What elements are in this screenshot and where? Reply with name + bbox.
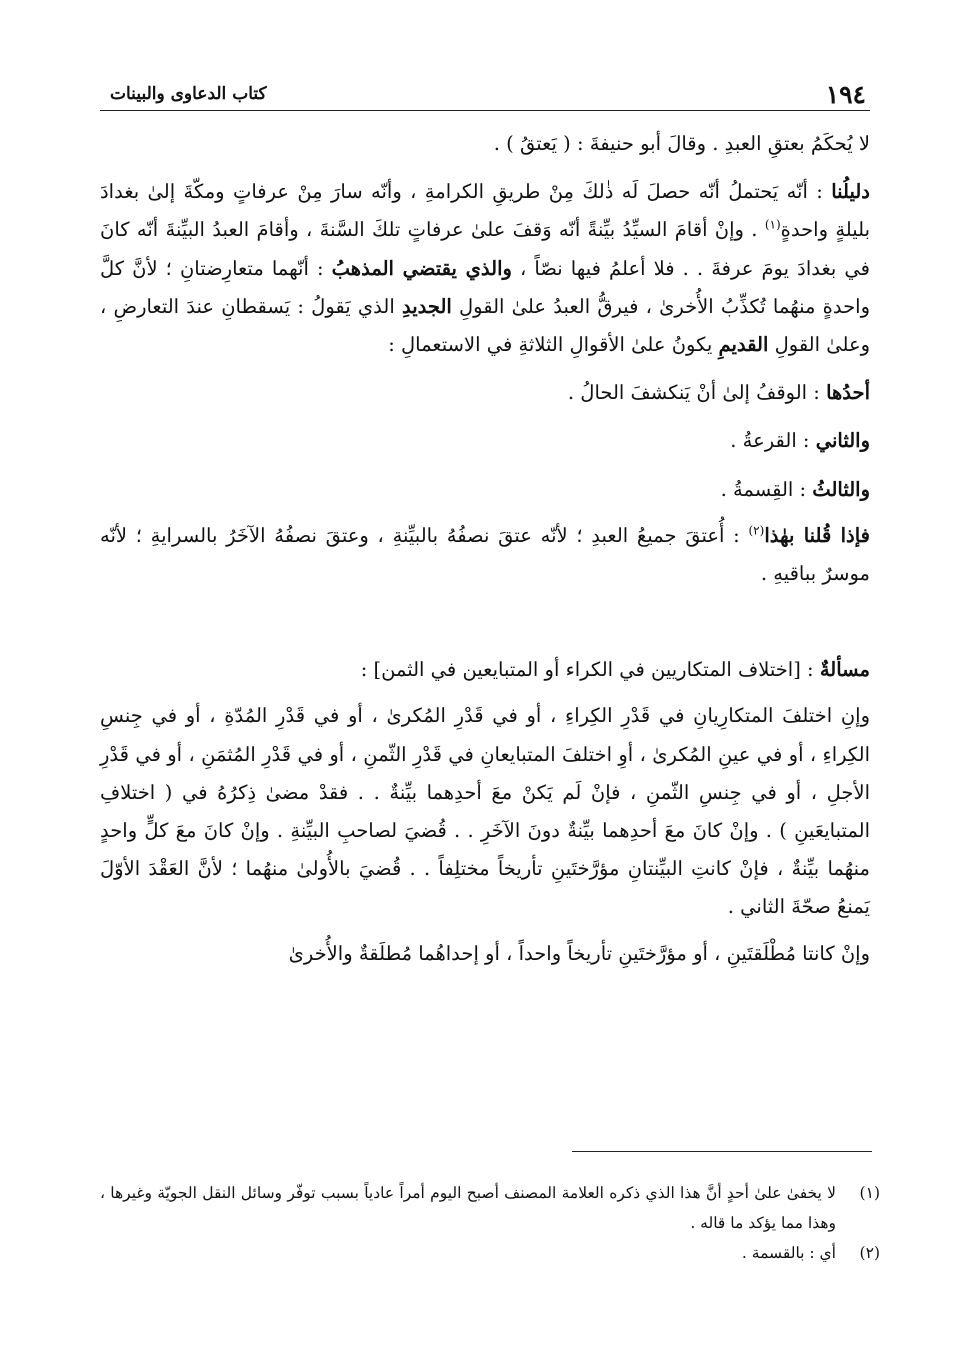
footnote-number: (١)	[859, 1184, 880, 1202]
page-number: ١٩٤	[825, 80, 866, 109]
list-label: والثالثُ	[812, 477, 870, 501]
term-masala: مسألةٌ	[819, 658, 870, 682]
list-item-1	[100, 374, 870, 412]
footnote-ref-2[interactable]: (٢)	[748, 523, 765, 538]
main-text	[100, 125, 870, 973]
book-title: كتاب الدعاوى والبينات	[110, 84, 267, 104]
paragraph-conclusion	[100, 517, 870, 593]
paragraph-dispute: وإنِ اختلفَ المتكارِيانِ في قَدْرِ الكِراءِ ، أو في قَدْرِ المُكرىٰ ، أو في قَدْرِ المُدّةِ ، أو في جِنسِ الكِراءِ ، أو في عينِ المُكرىٰ ، أوِ اختلفَ المتبايعانِ في قَدْرِ الثّمنِ ، أو في قَدْرِ المُثمَنِ ، أو في قَدْرِ الأجلِ ، أو في جِنسِ الثّمنِ ، فإنْ لَم يَكنْ معَ أحدِهما بيِّنةٌ . . فقدْ مضىٰ ذِكرُهُ في ( اختلافِ المتبايعَينِ ) . وإنْ كانَ معَ أحدِهما بيِّنةٌ دونَ الآخَرِ . . قُضيَ لصاحبِ البيِّنةِ . وإنْ كانَ معَ كلٍّ واحدٍ منهُما بيِّنةٌ ، فإنْ كانتِ البيِّنتانِ مؤرَّختَينِ تأريخاً مختلِفاً . . قُضيَ بالأُولىٰ منهُما ؛ لأنَّ العَقْدَ الأوّلَ يَمنعُ صحّةَ الثاني .	[100, 704, 871, 919]
list-text: : الوقفُ إلىٰ أنْ يَنكشفَ الحالُ .	[567, 381, 827, 405]
list-label: أحدُها	[826, 381, 870, 405]
text-segment: : أنّه يَحتملُ أنّه حصلَ لَه ذٰلكَ مِنْ طريقِ الكرامةِ ، وأنّه سارَ مِنْ عرفاتٍ ومكّةَ إلىٰ بغدادَ بليلةٍ واحدةٍ	[100, 180, 870, 242]
paragraph-1: لا يُحكَمُ بعتقِ العبدِ . وقالَ أبو حنيفةَ : ( يَعتقُ ) .	[493, 132, 870, 155]
term-faidha: فإذا قُلنا بهٰذا	[764, 523, 870, 547]
footnote-text: أي : بالقسمة .	[741, 1244, 836, 1262]
footnote-divider	[572, 1151, 872, 1152]
footnote-text: لا يخفىٰ علىٰ أحدٍ أنَّ هذا الذي ذكره العلامة المصنف أصبح اليوم أمراً عادياً بسبب توفّر وسائل النقل الجويّة وغيرها ، وهذا مما يؤكد ما قاله .	[100, 1184, 836, 1232]
text-segment: . وإنْ أقامَ السيِّدُ بيِّنةً أنّه وَقفَ علىٰ عرفاتٍ تلكَ السَّنةَ ، وأقامَ العبدُ البيِّنةَ أنّه كانَ في بغدادَ يومَ عرفةَ . . فلا أعلمُ فيها نصّاً ،	[100, 218, 870, 280]
list-label: والثاني	[815, 429, 870, 453]
text-segment: يكونُ علىٰ الأقوالِ الثلاثةِ في الاستعمالِ :	[388, 333, 719, 357]
footnote-1	[100, 1178, 880, 1238]
text-segment: : أُعتقَ جميعُ العبدِ ؛ لأنّه عتقَ نصفُهُ بالبيِّنةِ ، وعتقَ نصفُهُ الآخَرُ بالسرايةِ ؛ لأنّه موسرٌ بباقيهِ .	[100, 523, 870, 586]
list-item-2	[100, 422, 870, 460]
list-item-3	[100, 471, 870, 509]
paragraph-evidence	[100, 173, 870, 364]
term-dalilna: دليلُنا	[831, 180, 870, 204]
paragraph-continued: وإنْ كانتا مُطْلَقتَينِ ، أو مؤرَّختَينِ تأريخاً واحداً ، أو إحداهُما مُطلَقةٌ والأُخرىٰ	[288, 941, 870, 965]
footnote-2	[100, 1238, 880, 1268]
text-segment: : أنّهما متعارِضتانِ ؛ لأنَّ كلَّ واحدةٍ منهُما تُكذِّبُ الأُخرىٰ ، فيرقُّ العبدُ علىٰ القولِ	[100, 256, 870, 318]
footnote-ref-1[interactable]: (١)	[764, 217, 781, 232]
issue-title: : [اختلاف المتكاريين في الكراء أو المتبايعين في الثمن] :	[360, 658, 820, 682]
issue-heading	[100, 651, 870, 689]
page	[100, 70, 870, 973]
term-jadid: الجديدِ	[401, 294, 452, 318]
term-madhhab: والذي يقتضي المذهبُ	[331, 256, 512, 280]
text-segment: الذي يَقولُ : يَسقطانِ عندَ التعارضِ ، وعلىٰ القولِ	[100, 294, 870, 357]
list-text: : القرعةُ .	[730, 429, 816, 453]
footnotes	[100, 1178, 880, 1268]
running-header	[100, 70, 870, 111]
footnote-number: (٢)	[859, 1244, 880, 1262]
list-text: : القِسمةُ .	[720, 477, 813, 501]
term-qadim: القديمِ	[718, 333, 769, 357]
